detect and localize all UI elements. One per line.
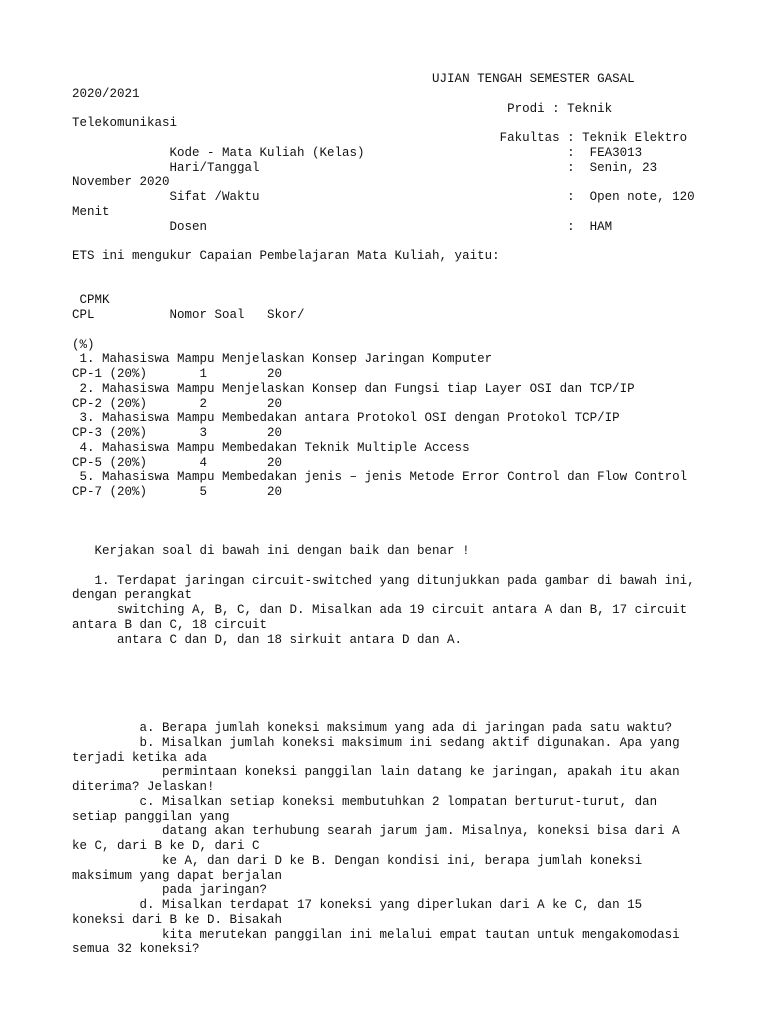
text-line: Sifat /Waktu : Open note, 120 [72, 190, 695, 204]
text-line: CP-2 (20%) 2 20 [72, 396, 283, 411]
text-line: pada jaringan? [72, 883, 268, 898]
text-line: 5. Mahasiswa Mampu Membedakan jenis – jenis Metode Error Control dan Flow Control [72, 470, 688, 485]
text-line: terjadi ketika ada [72, 750, 208, 765]
text-line: antara B dan C, 18 circuit [72, 617, 268, 632]
text-line: CPMK [72, 293, 110, 308]
text-line: CP-5 (20%) 4 20 [72, 455, 283, 470]
text-line: 1. Mahasiswa Mampu Menjelaskan Konsep Jaringan Komputer [72, 352, 493, 367]
text-line: Kode - Mata Kuliah (Kelas) : FEA3013 [72, 145, 643, 160]
text-line: November 2020 [72, 175, 170, 190]
text-line: dengan perangkat [72, 588, 193, 603]
text-line: Fakultas : Teknik Elektro [72, 131, 688, 145]
text-line: a. Berapa jumlah koneksi maksimum yang ada di jaringan pada satu waktu? [72, 721, 673, 735]
text-line: CPL Nomor Soal Skor/ [72, 308, 305, 322]
text-line: 4. Mahasiswa Mampu Membedakan Teknik Multiple Access [72, 440, 470, 455]
text-line: setiap panggilan yang [72, 809, 230, 824]
text-line: 3. Mahasiswa Mampu Membedakan antara Protokol OSI dengan Protokol TCP/IP [72, 411, 620, 426]
text-line: Hari/Tanggal : Senin, 23 [72, 160, 658, 175]
text-line: d. Misalkan terdapat 17 koneksi yang diperlukan dari A ke C, dan 15 [72, 898, 643, 912]
text-line: diterima? Jelaskan! [72, 780, 215, 794]
text-line: UJIAN TENGAH SEMESTER GASAL [72, 72, 635, 86]
text-line: CP-3 (20%) 3 20 [72, 426, 283, 440]
text-line: switching A, B, C, dan D. Misalkan ada 19 circuit antara A dan B, 17 circuit [72, 603, 688, 617]
text-line: ke A, dan dari D ke B. Dengan kondisi ini, berapa jumlah koneksi [72, 853, 643, 868]
text-line: permintaan koneksi panggilan lain datang ke jaringan, apakah itu akan [72, 765, 680, 780]
text-line: 1. Terdapat jaringan circuit-switched yang ditunjukkan pada gambar di bawah ini, [72, 573, 695, 588]
text-line: CP-1 (20%) 1 20 [72, 367, 283, 381]
text-line: Prodi : Teknik [72, 101, 613, 116]
text-line: CP-7 (20%) 5 20 [72, 485, 283, 499]
text-line: Dosen : HAM [72, 219, 613, 234]
text-line: ETS ini mengukur Capaian Pembelajaran Mata Kuliah, yaitu: [72, 249, 500, 263]
text-line: (%) [72, 337, 95, 352]
text-line: datang akan terhubung searah jarum jam. Misalnya, koneksi bisa dari A [72, 824, 680, 839]
text-line: ke C, dari B ke D, dari C [72, 839, 260, 853]
text-line: b. Misalkan jumlah koneksi maksimum ini sedang aktif digunakan. Apa yang [72, 735, 680, 750]
text-line: Menit [72, 204, 110, 219]
text-line: maksimum yang dapat berjalan [72, 868, 283, 883]
text-line: Telekomunikasi [72, 116, 178, 131]
text-line: koneksi dari B ke D. Bisakah [72, 912, 283, 927]
text-line: kita merutekan panggilan ini melalui empat tautan untuk mengakomodasi [72, 927, 680, 942]
text-line: semua 32 koneksi? [72, 942, 200, 957]
text-line: Kerjakan soal di bawah ini dengan baik dan benar ! [72, 544, 470, 558]
text-line: 2. Mahasiswa Mampu Menjelaskan Konsep dan Fungsi tiap Layer OSI dan TCP/IP [72, 381, 635, 396]
text-line: antara C dan D, dan 18 sirkuit antara D dan A. [72, 632, 463, 647]
text-line: 2020/2021 [72, 86, 140, 101]
text-line: c. Misalkan setiap koneksi membutuhkan 2 lompatan berturut-turut, dan [72, 794, 658, 809]
